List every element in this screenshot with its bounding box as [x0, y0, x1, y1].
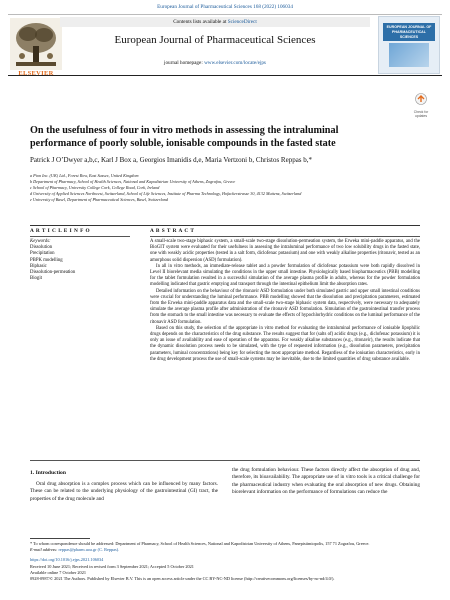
keyword-item: Dissolution: [30, 245, 53, 251]
author-list: Patrick J O’Dwyer a,b,c, Karl J Box a, Georgios Imanidis d,e, Maria Vertzoni b, Christos Reppas b,*: [30, 156, 313, 164]
sciencedirect-link[interactable]: ScienceDirect: [227, 19, 257, 25]
affiliation-item: b Department of Pharmacy, School of Health Sciences, National and Kapodistrian University of Athens, Zografou, Greece: [30, 179, 236, 185]
article-info-heading: A R T I C L E I N F O: [30, 228, 91, 234]
homepage-link[interactable]: www.elsevier.com/locate/ejps: [204, 60, 266, 66]
divider: [150, 236, 420, 237]
keyword-item: Biogit: [30, 276, 42, 282]
divider: [30, 236, 130, 237]
footnotes: [30, 541, 420, 582]
introduction-col1: Oral drug absorption is a complex process which can be influenced by many factors. These can be related to the underlying physiology of the gastrointestinal (GI) tract, the properties of the drug molecule and: [30, 481, 218, 502]
abstract-paragraph: Detailed information on the behaviour of the ritonavir ASD formulation under both simulated gastric and upper small intestinal conditions were crucial for understanding the luminal performance. PBB modelling showed that the dissolution and precipitation parameters, estimated from the Erweka mini-paddle apparatus data and the small-scale two-stage biphasic system data, respectively, were necessary to adequately simulate the average plasma profile after administration of the ritonavir ASD formulation. Simulation of the gastrointestinal transfer process from the stomach to the small intestine was necessary to evaluate the effects of hypochlorhydric conditions on the luminal performance of the ritonavir ASD formulation.: [150, 288, 420, 325]
keyword-item: PBPK modelling: [30, 257, 63, 263]
abstract-paragraph: In all in vitro methods, an immediate-release tablet and a powder formulation of diclofenac potassium were both rapidly dissolved in Level II biorelevant media simulating the conditions in the upper small intestine. Physiologically based biopharmaceutics (PBB) modelling for the tablet formulation resulted in a successful simulation of the average plasma profile in adults, whereas for the powder formulation modelling indicated that gastric emptying and transport through the intestinal epithelium limit the absorption rates.: [150, 263, 420, 288]
keyword-item: Dissolution-permeation: [30, 270, 76, 276]
keyword-item: Precipitation: [30, 251, 55, 257]
journal-homepage: journal homepage: www.elsevier.com/locate/ejps: [164, 60, 266, 66]
check-for-updates-badge[interactable]: [408, 92, 434, 118]
cover-image: [389, 43, 429, 67]
keywords-block: [30, 239, 130, 282]
journal-title: European Journal of Pharmaceutical Sciences: [114, 34, 316, 46]
affiliation-item: e University of Basel, Department of Pharmaceutical Sciences, Basel, Switzerland: [30, 197, 168, 203]
contents-line: Contents lists available at ScienceDirect: [60, 17, 370, 27]
publisher-logo-text: ELSEVIER: [18, 70, 54, 77]
affiliation-item: a Pion Inc. (UK) Ltd., Forest Row, East Sussex, United Kingdom: [30, 173, 139, 178]
article-title: On the usefulness of four in vitro methods in assessing the intraluminal performance of poorly soluble, ionisable compounds in the fasted state: [30, 125, 339, 149]
cover-title: EUROPEAN JOURNAL OF PHARMACEUTICAL SCIENCES: [383, 23, 435, 41]
journal-cover-thumbnail: [378, 16, 440, 74]
email-link[interactable]: reppas@pharm.uoa.gr (C. Reppas).: [58, 547, 120, 553]
received-dates: Received 10 June 2021; Received in revised form 3 September 2021; Accepted 5 October 2021: [30, 563, 194, 569]
abstract-body: [150, 239, 420, 363]
journal-citation: European Journal of Pharmaceutical Sciences 168 (2022) 106034: [157, 4, 293, 10]
affiliations: [30, 173, 430, 203]
doi-link[interactable]: https://doi.org/10.1016/j.ejps.2021.106034: [30, 557, 104, 563]
abstract-paragraph: Based on this study, the selection of the appropriate in vitro method for evaluating the intraluminal performance of ionisable lipophilic drugs depends on the characteristics of the drug substance. The results suggest that for (salts of) acidic drugs (e.g., diclofenac potassium) it is only an issue of availability and ease of operation of the apparatus. For weakly alkaline substances (e.g., ritonavir), the results indicate that the dynamic dissolution process needs to be simulated, with the type of requested information (e.g., dissolution parameters, precipitation parameters, luminal concentrations) being key for selecting the most appropriate method. Regardless of the ionisation characteristics, early in the drug development process the use of small-scale systems may be inevitable, due to the limited quantities of drug substance available.: [150, 325, 420, 362]
abstract-paragraph: A small-scale two-stage biphasic system, a small-scale two-stage dissolution-permeation system, the Erweka mini-paddle apparatus, and the BioGIT system were evaluated for their usefulness in assessing the intraluminal performance of two low solubility drugs in the fasted state, one with weakly acidic properties (tested in a salt form, diclofenac potassium) and one with weakly alkaline properties (ritonavir, tested as an amorphous solid dispersion (ASD) formulation).: [150, 239, 420, 263]
affiliation-item: d University of Applied Sciences Northwest, Switzerland, School of Life Sciences, Institute of Pharma Technology, Hofackerstrasse 30, 4132 Muttenz, Switzerland: [30, 191, 302, 197]
keywords-label: Keywords:: [30, 239, 51, 244]
affiliation-item: c School of Pharmacy, University College Cork, College Road, Cork, Ireland: [30, 185, 160, 191]
available-online: Available online 7 October 2021: [30, 569, 87, 575]
abstract-heading: A B S T R A C T: [150, 228, 195, 234]
divider: [30, 460, 420, 461]
license-line: 0928-0987/© 2021 The Authors. Published by Elsevier B.V. This is an open access article under the CC BY-NC-ND license (http://creativecommons.org/licenses/by-nc-nd/4.0/).: [30, 576, 335, 582]
introduction-col2: the drug formulation behaviour. These factors directly affect the absorption of drug and, therefore, its bioavailability. The appropriate use of in vitro tools is a critical challenge for the pharmaceutical industry when evaluating the oral absorption of new drugs. Obtaining biorelevant information on the performance of formulations can reduce the: [232, 467, 420, 495]
elsevier-tree-logo-icon: [10, 18, 62, 70]
divider: [30, 225, 420, 226]
footnote-divider: [30, 538, 90, 539]
keyword-item: Biphasic: [30, 263, 47, 269]
corresponding-author-note: * To whom correspondence should be addressed: Department of Pharmacy, School of Health Sciences, National and Kapodistrian University of Athens, Panepistimiopolis, 157 71 Zografou, Greece.: [30, 541, 370, 546]
introduction-heading: 1. Introduction: [30, 470, 66, 476]
email-line: E-mail address: reppas@pharm.uoa.gr (C. Reppas).: [30, 547, 120, 553]
check-updates-icon: [414, 93, 428, 105]
check-updates-label: Check for updates: [413, 110, 429, 118]
